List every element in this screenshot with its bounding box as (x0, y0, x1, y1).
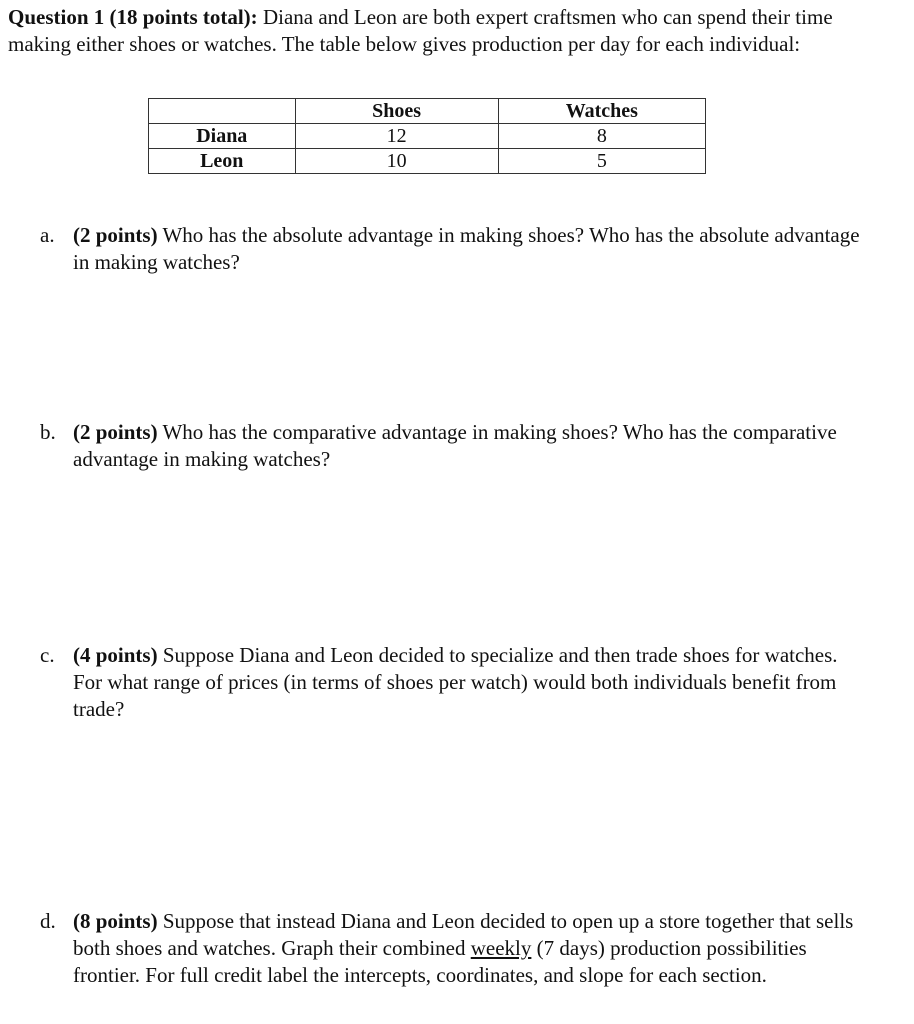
part-text-after: (7 days) production possibilities frontier. For full credit label the intercepts, coordinates, and slope for each section. (73, 936, 807, 987)
part-letter: c. (40, 643, 55, 667)
part-points: (4 points) (73, 643, 158, 667)
question-intro (8, 4, 888, 58)
row-name: Leon (149, 149, 296, 174)
row-name: Diana (149, 124, 296, 149)
part-points: (8 points) (73, 909, 158, 933)
part-body (73, 222, 870, 276)
part-body (73, 908, 870, 989)
production-table (148, 98, 706, 174)
table-header-watches: Watches (498, 99, 705, 124)
question-part-c (40, 642, 870, 723)
question-part-d (40, 908, 870, 989)
part-body (73, 642, 870, 723)
row-watches-value: 8 (498, 124, 705, 149)
table-header-row (149, 99, 706, 124)
question-heading: Question 1 (18 points total): (8, 5, 258, 29)
part-letter: b. (40, 420, 56, 444)
question-part-b (40, 419, 870, 473)
part-letter: d. (40, 909, 56, 933)
row-shoes-value: 10 (295, 149, 498, 174)
part-points: (2 points) (73, 420, 158, 444)
part-letter: a. (40, 223, 55, 247)
part-points: (2 points) (73, 223, 158, 247)
table-header-blank (149, 99, 296, 124)
table-row (149, 124, 706, 149)
part-text-before: Suppose that instead Diana and Leon decided to open up a store together that sells both shoes and watches. Graph their combined (73, 909, 854, 960)
part-text: Who has the comparative advantage in making shoes? Who has the comparative advantage in making watches? (73, 420, 837, 471)
question-text: Diana and Leon are both expert craftsmen who can spend their time making either shoes or watches. The table below gives production per day for each individual: (8, 5, 833, 56)
row-shoes-value: 12 (295, 124, 498, 149)
part-body (73, 419, 870, 473)
part-text: Suppose Diana and Leon decided to specialize and then trade shoes for watches. For what range of prices (in terms of shoes per watch) would both individuals benefit from trade? (73, 643, 838, 721)
table-header-shoes: Shoes (295, 99, 498, 124)
table-row (149, 149, 706, 174)
part-text: Who has the absolute advantage in making shoes? Who has the absolute advantage in making watches? (73, 223, 860, 274)
part-text-underlined: weekly (470, 936, 532, 960)
question-part-a (40, 222, 870, 276)
row-watches-value: 5 (498, 149, 705, 174)
